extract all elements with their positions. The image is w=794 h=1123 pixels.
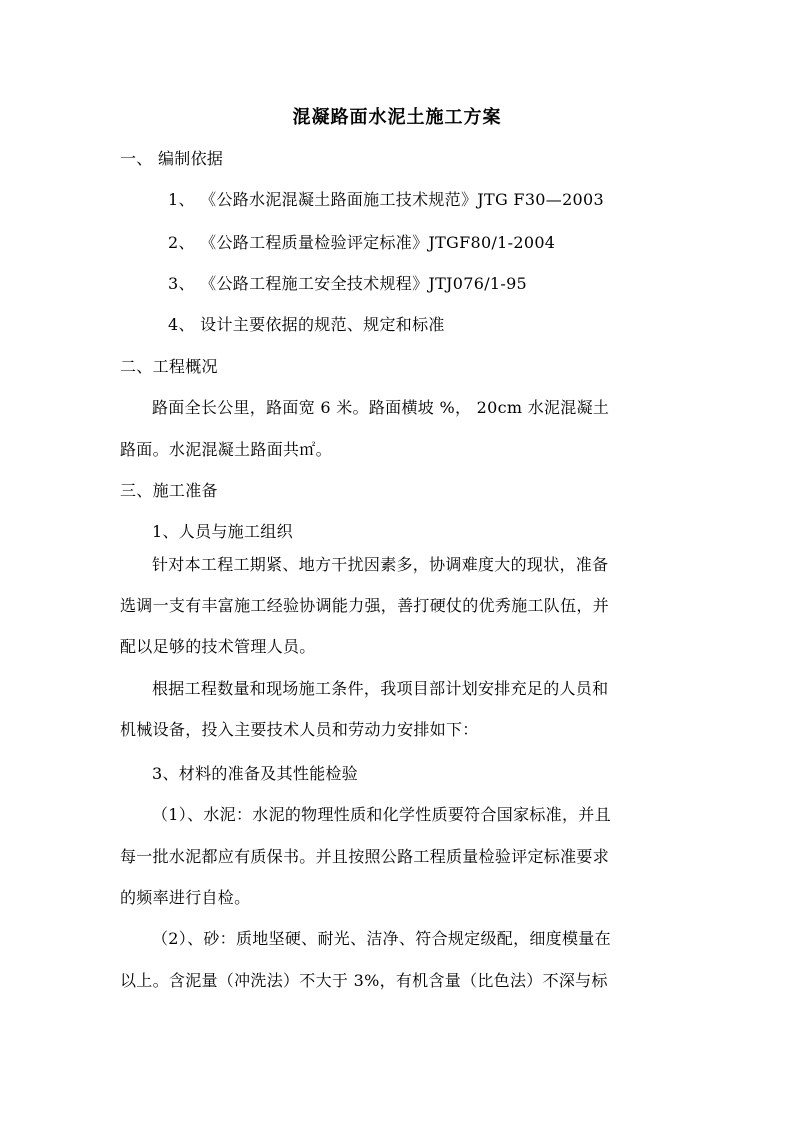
sand-paragraph-line-2: 以上。含泥量（冲洗法）不大于 3%，有机含量（比色法）不深与标 bbox=[120, 971, 608, 990]
overview-paragraph-line-2: 路面。水泥混凝土路面共㎡。 bbox=[120, 440, 332, 459]
basis-item-3: 3、 《公路工程施工安全技术规程》JTJ076/1-95 bbox=[168, 274, 528, 293]
personnel-paragraph-line-3: 配以足够的技术管理人员。 bbox=[120, 637, 316, 656]
subheading-personnel: 1、人员与施工组织 bbox=[152, 522, 293, 541]
section-heading-preparation: 三、施工准备 bbox=[120, 481, 218, 500]
cement-paragraph-line-1: （1）、水泥：水泥的物理性质和化学性质要符合国家标准，并且 bbox=[152, 805, 611, 824]
sand-paragraph-line-1: （2）、砂：质地坚硬、耐光、洁净、符合规定级配，细度模量在 bbox=[152, 929, 611, 948]
overview-paragraph-line-1: 路面全长公里，路面宽 6 米。路面横坡 %， 20cm 水泥混凝土 bbox=[152, 398, 610, 417]
section-heading-overview: 二、工程概况 bbox=[120, 357, 218, 376]
basis-item-4: 4、 设计主要依据的规范、规定和标准 bbox=[168, 315, 445, 334]
staffing-paragraph-line-1: 根据工程数量和现场施工条件，我项目部计划安排充足的人员和 bbox=[152, 679, 609, 698]
basis-item-2: 2、 《公路工程质量检验评定标准》JTGF80/1-2004 bbox=[168, 233, 556, 252]
personnel-paragraph-line-2: 选调一支有丰富施工经验协调能力强，善打硬仗的优秀施工队伍，并 bbox=[120, 596, 610, 615]
section-heading-basis: 一、 编制依据 bbox=[120, 149, 224, 168]
personnel-paragraph-line-1: 针对本工程工期紧、地方干扰因素多，协调难度大的现状，准备 bbox=[152, 555, 609, 574]
document-title: 混凝路面水泥土施工方案 bbox=[292, 107, 502, 128]
cement-paragraph-line-2: 每一批水泥都应有质保书。并且按照公路工程质量检验评定标准要求 bbox=[120, 847, 610, 866]
basis-item-1: 1、 《公路水泥混凝土路面施工技术规范》JTG F30—2003 bbox=[168, 190, 604, 209]
subheading-materials: 3、材料的准备及其性能检验 bbox=[152, 764, 359, 783]
cement-paragraph-line-3: 的频率进行自检。 bbox=[120, 888, 251, 907]
staffing-paragraph-line-2: 机械设备，投入主要技术人员和劳动力安排如下： bbox=[120, 720, 479, 739]
